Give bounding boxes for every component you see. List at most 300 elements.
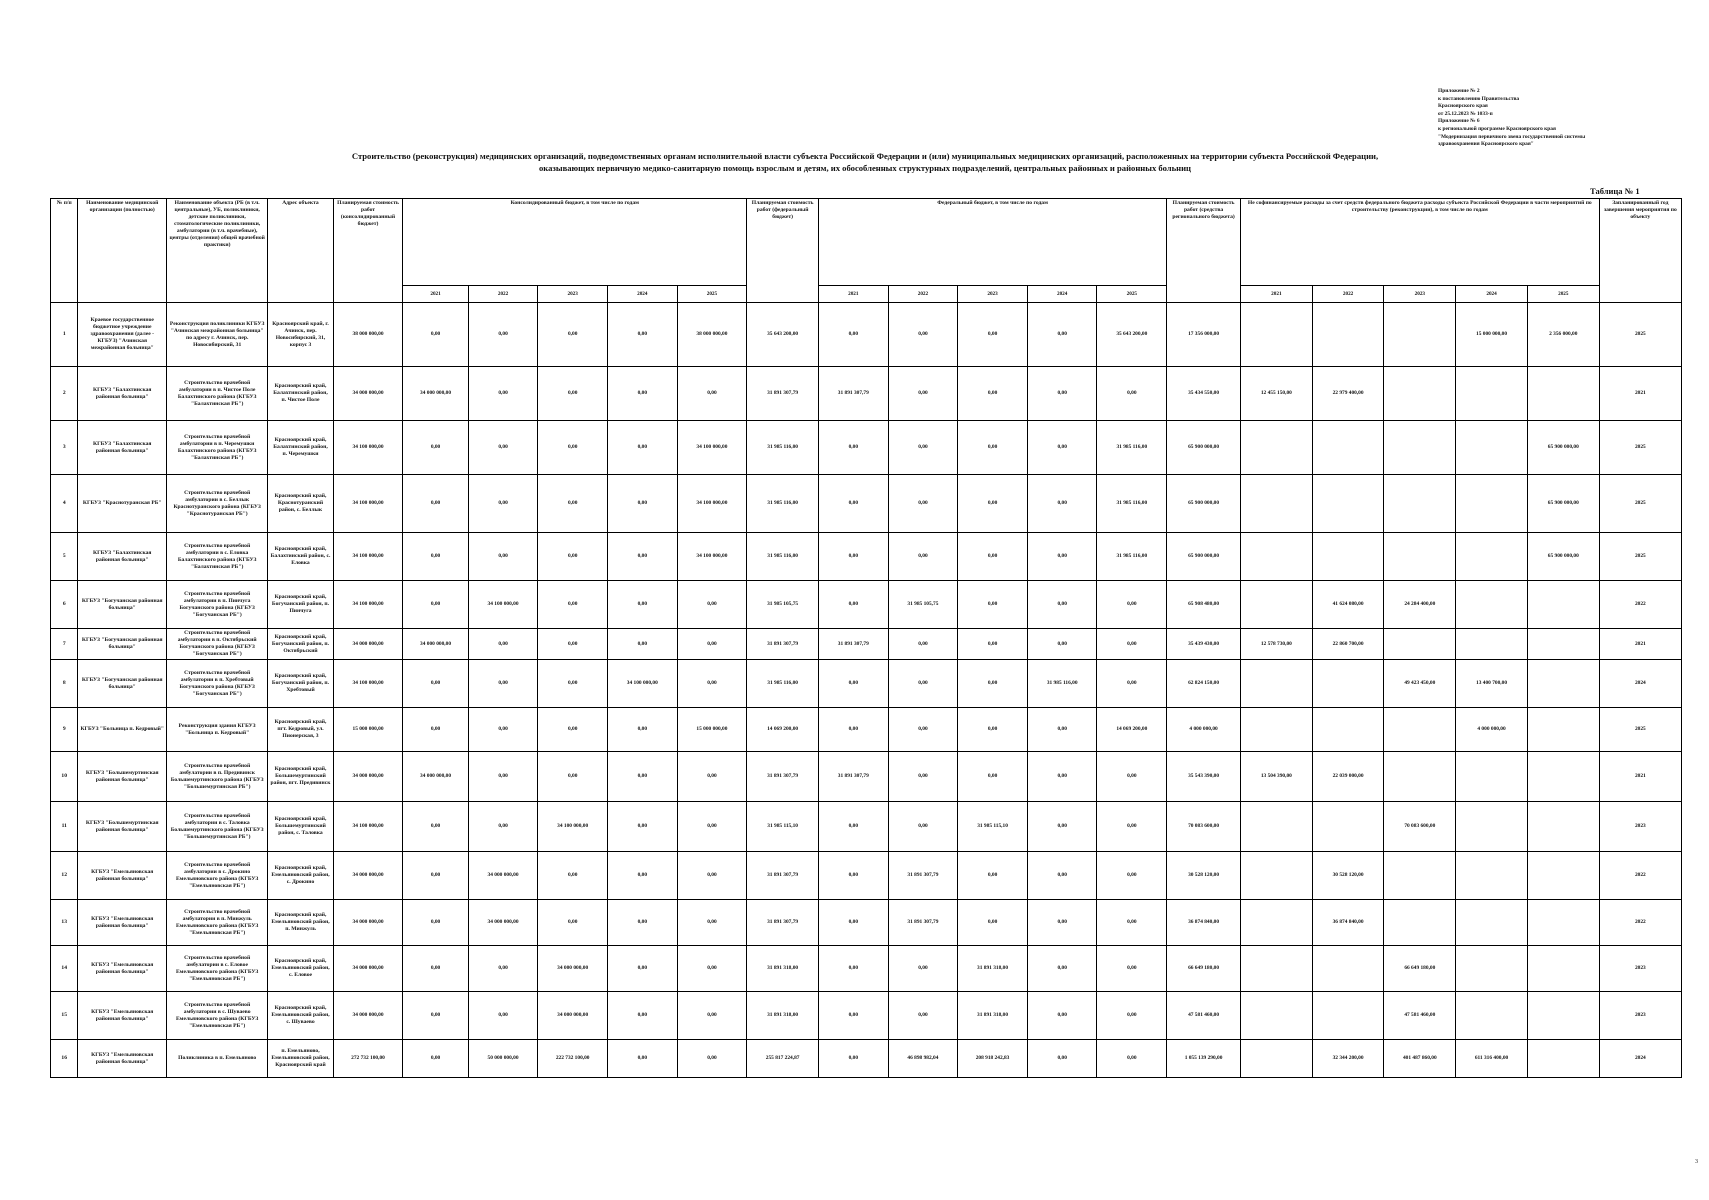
federal-2024: 0,00 (1027, 900, 1097, 946)
completion-year: 2025 (1599, 303, 1681, 367)
consolidated-2024: 34 100 000,00 (607, 660, 677, 708)
org-name: КГБУЗ "Краснотуранская РБ" (78, 475, 167, 533)
cofin-2023 (1384, 303, 1456, 367)
consolidated-2022: 0,00 (468, 303, 538, 367)
federal-2023: 0,00 (958, 533, 1028, 581)
cofin-2021 (1240, 852, 1312, 900)
plan-cost: 34 100 000,00 (333, 533, 403, 581)
cofin-2025 (1527, 708, 1599, 752)
consolidated-2025: 0,00 (677, 367, 747, 421)
cofin-2024 (1456, 992, 1528, 1040)
cofin-2022 (1312, 992, 1384, 1040)
object-address: Красноярский край, Емельяновский район, с. Дрокино (268, 852, 333, 900)
federal-2024: 0,00 (1027, 303, 1097, 367)
federal-2022: 0,00 (888, 421, 958, 475)
consolidated-2022: 0,00 (468, 533, 538, 581)
cofin-2024 (1456, 900, 1528, 946)
consolidated-2022: 34 000 000,00 (468, 900, 538, 946)
appendix-line: от 25.12.2023 № 1033-п (1438, 110, 1493, 117)
federal-2021: 0,00 (818, 533, 888, 581)
federal-2024: 0,00 (1027, 992, 1097, 1040)
federal-2025: 0,00 (1097, 802, 1167, 852)
federal-2022: 31 891 307,79 (888, 900, 958, 946)
federal-2023: 0,00 (958, 367, 1028, 421)
consolidated-2025: 15 000 000,00 (677, 708, 747, 752)
consolidated-2022: 0,00 (468, 629, 538, 660)
federal-2022: 31 891 307,79 (888, 852, 958, 900)
cofin-2022 (1312, 708, 1384, 752)
header-reg-cost: Планируемая стоимость работ (средства регионального бюджета) (1167, 199, 1241, 303)
row-number: 16 (51, 1040, 78, 1078)
cofin-2025 (1527, 900, 1599, 946)
federal-2022: 0,00 (888, 802, 958, 852)
header-num: № п/п (51, 199, 78, 303)
federal-2025: 0,00 (1097, 852, 1167, 900)
consolidated-2025: 34 100 000,00 (677, 533, 747, 581)
federal-2025: 0,00 (1097, 752, 1167, 802)
cofin-2023: 47 581 460,00 (1384, 992, 1456, 1040)
cofin-2023 (1384, 752, 1456, 802)
consolidated-2022: 0,00 (468, 475, 538, 533)
row-number: 12 (51, 852, 78, 900)
table-row (51, 992, 1682, 1040)
regional-cost: 35 434 550,00 (1167, 367, 1241, 421)
cofin-2023: 401 487 860,00 (1384, 1040, 1456, 1078)
object-address: Красноярский край, Емельяновский район, п. Минжуль (268, 900, 333, 946)
cofin-2024 (1456, 367, 1528, 421)
plan-cost: 34 100 000,00 (333, 660, 403, 708)
cofin-2024 (1456, 581, 1528, 629)
cofin-2024 (1456, 802, 1528, 852)
consolidated-2025: 0,00 (677, 900, 747, 946)
object-name: Строительство врачебной амбулатории в п. Минжуль Емельяновского района (КГБУЗ "Емельяновская РБ") (167, 900, 268, 946)
cofin-2021 (1240, 992, 1312, 1040)
consolidated-2024: 0,00 (607, 629, 677, 660)
cofin-2023: 49 423 450,00 (1384, 660, 1456, 708)
federal-2021: 0,00 (818, 660, 888, 708)
completion-year: 2024 (1599, 1040, 1681, 1078)
federal-2021: 0,00 (818, 708, 888, 752)
cofin-2025 (1527, 1040, 1599, 1078)
federal-2022: 46 898 982,04 (888, 1040, 958, 1078)
cofin-2023 (1384, 708, 1456, 752)
appendix-line: к постановлению Правительства (1438, 95, 1520, 102)
federal-2022: 31 985 105,75 (888, 581, 958, 629)
table-row (51, 303, 1682, 367)
consolidated-2025: 0,00 (677, 752, 747, 802)
object-address: п. Емельяново, Емельяновский район, Красноярский край (268, 1040, 333, 1078)
federal-cost: 31 891 318,00 (747, 946, 819, 992)
completion-year: 2023 (1599, 802, 1681, 852)
row-number: 14 (51, 946, 78, 992)
completion-year: 2023 (1599, 946, 1681, 992)
federal-2023: 208 918 242,83 (958, 1040, 1028, 1078)
appendix-line: Красноярского края (1438, 103, 1488, 110)
table-row (51, 629, 1682, 660)
appendix-line: Приложение № 6 (1438, 118, 1480, 125)
completion-year: 2025 (1599, 708, 1681, 752)
header-year: 2022 (888, 286, 958, 303)
consolidated-2021: 0,00 (403, 946, 468, 992)
federal-2022: 0,00 (888, 303, 958, 367)
federal-2022: 0,00 (888, 946, 958, 992)
object-name: Строительство врачебной амбулатории в п. Пинчуга Богучанского района (КГБУЗ "Богучанская РБ") (167, 581, 268, 629)
federal-2025: 0,00 (1097, 581, 1167, 629)
federal-2021: 31 891 307,79 (818, 629, 888, 660)
org-name: КГБУЗ "Богучанская районная больница" (78, 660, 167, 708)
consolidated-2021: 0,00 (403, 475, 468, 533)
cofin-2022 (1312, 421, 1384, 475)
object-address: Красноярский край, Богучанский район, п. Хребтовый (268, 660, 333, 708)
table-row (51, 367, 1682, 421)
federal-2021: 0,00 (818, 852, 888, 900)
object-name: Строительство врачебной амбулатории в п. Предивинск Большемуртинского района (КГБУЗ "Большемуртинская РБ") (167, 752, 268, 802)
federal-2023: 0,00 (958, 581, 1028, 629)
federal-cost: 255 817 224,87 (747, 1040, 819, 1078)
consolidated-2024: 0,00 (607, 367, 677, 421)
federal-2023: 0,00 (958, 752, 1028, 802)
consolidated-2024: 0,00 (607, 581, 677, 629)
cofin-2021 (1240, 900, 1312, 946)
federal-cost: 31 985 116,00 (747, 660, 819, 708)
consolidated-2023: 0,00 (538, 581, 608, 629)
row-number: 15 (51, 992, 78, 1040)
federal-2021: 31 891 307,79 (818, 367, 888, 421)
federal-2022: 0,00 (888, 992, 958, 1040)
completion-year: 2023 (1599, 992, 1681, 1040)
federal-2022: 0,00 (888, 533, 958, 581)
object-name: Строительство врачебной амбулатории в п. Чистое Поле Балахтинского района (КГБУЗ "Балахтинская РБ") (167, 367, 268, 421)
appendix-line: Приложение № 2 (1438, 88, 1480, 94)
table-row (51, 1040, 1682, 1078)
table-row (51, 475, 1682, 533)
object-address: Красноярский край, Большемуртинский район, пгт. Предивинск (268, 752, 333, 802)
consolidated-2021: 0,00 (403, 581, 468, 629)
federal-2024: 31 985 116,00 (1027, 660, 1097, 708)
plan-cost: 34 000 000,00 (333, 629, 403, 660)
object-address: Красноярский край, Балахтинский район, п. Чистое Поле (268, 367, 333, 421)
federal-2023: 0,00 (958, 852, 1028, 900)
cofin-2022: 32 344 200,00 (1312, 1040, 1384, 1078)
object-address: Красноярский край, г. Ачинск, пер. Новосибирский, 31, корпус 3 (268, 303, 333, 367)
cofin-2025 (1527, 660, 1599, 708)
federal-2022: 0,00 (888, 708, 958, 752)
cofin-2023 (1384, 367, 1456, 421)
regional-cost: 65 900 000,00 (1167, 533, 1241, 581)
regional-cost: 65 900 000,00 (1167, 475, 1241, 533)
consolidated-2021: 0,00 (403, 533, 468, 581)
object-name: Реконструкция поликлиники КГБУЗ "Ачинская межрайонная больница" по адресу г. Ачинск, пер. Новосибирский, 31 (167, 303, 268, 367)
cofin-2021 (1240, 581, 1312, 629)
row-number: 1 (51, 303, 78, 367)
org-name: КГБУЗ "Емельяновская районная больница" (78, 992, 167, 1040)
federal-2025: 0,00 (1097, 629, 1167, 660)
consolidated-2021: 0,00 (403, 1040, 468, 1078)
header-object: Наименование объекта (РБ (в т.ч. центральные), УБ, поликлиники, детские поликлиники, стоматологические поликлиники, амбулатории (в т.ч. врачебные), центры (отделения) общей врачебной практики) (167, 199, 268, 303)
header-year: 2025 (1097, 286, 1167, 303)
consolidated-2021: 0,00 (403, 802, 468, 852)
object-address: Красноярский край, Богучанский район, п. Октябрьский (268, 629, 333, 660)
appendix-block (1438, 88, 1678, 149)
federal-2025: 31 985 116,00 (1097, 421, 1167, 475)
cofin-2022: 22 979 400,00 (1312, 367, 1384, 421)
object-address: Красноярский край, Балахтинский район, п. Черемушки (268, 421, 333, 475)
federal-cost: 31 891 307,79 (747, 852, 819, 900)
federal-2021: 0,00 (818, 475, 888, 533)
federal-2024: 0,00 (1027, 708, 1097, 752)
plan-cost: 34 100 000,00 (333, 802, 403, 852)
consolidated-2025: 34 100 000,00 (677, 475, 747, 533)
cofin-2022: 41 624 080,00 (1312, 581, 1384, 629)
title-line-2: оказывающих первичную медико-санитарную помощь взрослым и детям, их обособленных структурных подразделений, центральных районных и районных больниц (539, 163, 1191, 173)
object-name: Поликлиника в п. Емельяново (167, 1040, 268, 1078)
cofin-2025 (1527, 629, 1599, 660)
federal-2021: 31 891 307,79 (818, 752, 888, 802)
table-row (51, 660, 1682, 708)
title-line-1: Строительство (реконструкция) медицинских организаций, подведомственных органам исполнительной власти субъекта Российской Федерации и (или) муниципальных медицинских организаций, расположенных на территории субъекта Российской Федерации, (351, 151, 1379, 161)
completion-year: 2021 (1599, 367, 1681, 421)
consolidated-2025: 0,00 (677, 992, 747, 1040)
object-address: Красноярский край, Емельяновский район, с. Шуваево (268, 992, 333, 1040)
cofin-2021 (1240, 475, 1312, 533)
object-name: Строительство врачебной амбулатории в с. Еловое Емельяновского района (КГБУЗ "Емельяновская РБ") (167, 946, 268, 992)
regional-cost: 1 055 139 290,00 (1167, 1040, 1241, 1078)
federal-cost: 31 891 307,79 (747, 629, 819, 660)
header-address: Адрес объекта (268, 199, 333, 303)
consolidated-2022: 0,00 (468, 802, 538, 852)
completion-year: 2024 (1599, 660, 1681, 708)
cofin-2024: 611 316 400,00 (1456, 1040, 1528, 1078)
org-name: КГБУЗ "Большемуртинская районная больница" (78, 802, 167, 852)
cofin-2021 (1240, 660, 1312, 708)
federal-2024: 0,00 (1027, 752, 1097, 802)
org-name: Краевое государственное бюджетное учреждение здравоохранения (далее - КГБУЗ) "Ачинская межрайонная больница" (78, 303, 167, 367)
cofin-2022 (1312, 946, 1384, 992)
completion-year: 2025 (1599, 475, 1681, 533)
federal-2022: 0,00 (888, 629, 958, 660)
federal-2024: 0,00 (1027, 367, 1097, 421)
cofin-2021: 12 455 150,00 (1240, 367, 1312, 421)
federal-2023: 0,00 (958, 303, 1028, 367)
federal-2021: 0,00 (818, 421, 888, 475)
cofin-2023 (1384, 629, 1456, 660)
regional-cost: 17 356 000,00 (1167, 303, 1241, 367)
cofin-2024 (1456, 852, 1528, 900)
federal-2023: 31 985 115,10 (958, 802, 1028, 852)
consolidated-2023: 34 000 000,00 (538, 992, 608, 1040)
plan-cost: 38 000 000,00 (333, 303, 403, 367)
federal-2025: 14 069 200,00 (1097, 708, 1167, 752)
cofin-2024: 13 400 700,00 (1456, 660, 1528, 708)
plan-cost: 34 100 000,00 (333, 581, 403, 629)
row-number: 10 (51, 752, 78, 802)
consolidated-2025: 0,00 (677, 802, 747, 852)
header-cofin: Не софинансируемые расходы за счет средств федерального бюджета расходы субъекта Российской Федерации в части мероприятий по строительству (реконструкции), в том числе по годам (1240, 199, 1599, 286)
page-mark: 3 (1695, 1159, 1698, 1165)
consolidated-2024: 0,00 (607, 303, 677, 367)
consolidated-2025: 0,00 (677, 946, 747, 992)
table-row (51, 533, 1682, 581)
object-name: Строительство врачебной амбулатории в п. Октябрьский Богучанского района (КГБУЗ "Богучанская РБ") (167, 629, 268, 660)
row-number: 4 (51, 475, 78, 533)
federal-2023: 0,00 (958, 629, 1028, 660)
consolidated-2022: 50 000 000,00 (468, 1040, 538, 1078)
cofin-2022 (1312, 533, 1384, 581)
header-year: 2021 (818, 286, 888, 303)
consolidated-2023: 0,00 (538, 752, 608, 802)
federal-2021: 0,00 (818, 1040, 888, 1078)
federal-2021: 0,00 (818, 946, 888, 992)
consolidated-2024: 0,00 (607, 802, 677, 852)
federal-2022: 0,00 (888, 367, 958, 421)
cofin-2024 (1456, 629, 1528, 660)
cofin-2025 (1527, 852, 1599, 900)
federal-cost: 31 891 307,79 (747, 752, 819, 802)
consolidated-2025: 0,00 (677, 629, 747, 660)
cofin-2025: 2 356 000,00 (1527, 303, 1599, 367)
plan-cost: 34 000 000,00 (333, 946, 403, 992)
consolidated-2021: 0,00 (403, 992, 468, 1040)
consolidated-2023: 0,00 (538, 367, 608, 421)
federal-2025: 0,00 (1097, 946, 1167, 992)
federal-2025: 35 643 200,00 (1097, 303, 1167, 367)
consolidated-2021: 0,00 (403, 900, 468, 946)
federal-2022: 0,00 (888, 660, 958, 708)
regional-cost: 65 900 000,00 (1167, 421, 1241, 475)
header-year: 2021 (403, 286, 468, 303)
appendix-line: к региональной программе Красноярского края (1438, 125, 1556, 132)
cofin-2024: 15 000 000,00 (1456, 303, 1528, 367)
consolidated-2021: 0,00 (403, 303, 468, 367)
table-body (51, 303, 1682, 1078)
construction-table (50, 198, 1682, 1078)
cofin-2023: 24 284 400,00 (1384, 581, 1456, 629)
org-name: КГБУЗ "Балахтинская районная больница" (78, 367, 167, 421)
object-name: Строительство врачебной амбулатории в с. Беллык Краснотуранского района (КГБУЗ "Краснотуранская РБ") (167, 475, 268, 533)
plan-cost: 272 732 100,00 (333, 1040, 403, 1078)
federal-cost: 14 069 200,00 (747, 708, 819, 752)
consolidated-2024: 0,00 (607, 852, 677, 900)
consolidated-2023: 34 000 000,00 (538, 946, 608, 992)
cofin-2025: 65 900 000,00 (1527, 421, 1599, 475)
header-org: Наименование медицинской организации (полностью) (78, 199, 167, 303)
consolidated-2021: 0,00 (403, 708, 468, 752)
object-name: Строительство врачебной амбулатории в с. Еловка Балахтинского района (КГБУЗ "Балахтинская РБ") (167, 533, 268, 581)
row-number: 2 (51, 367, 78, 421)
completion-year: 2021 (1599, 629, 1681, 660)
header-federal: Федеральный бюджет, в том числе по годам (818, 199, 1166, 286)
object-name: Строительство врачебной амбулатории в с. Шуваево Емельяновского района (КГБУЗ "Емельяновская РБ") (167, 992, 268, 1040)
federal-2024: 0,00 (1027, 852, 1097, 900)
consolidated-2022: 0,00 (468, 992, 538, 1040)
consolidated-2021: 34 000 000,00 (403, 752, 468, 802)
consolidated-2025: 0,00 (677, 852, 747, 900)
federal-2023: 0,00 (958, 421, 1028, 475)
consolidated-2025: 0,00 (677, 660, 747, 708)
header-year: 2022 (468, 286, 538, 303)
table-row (51, 900, 1682, 946)
consolidated-2022: 0,00 (468, 660, 538, 708)
cofin-2021: 13 504 390,00 (1240, 752, 1312, 802)
cofin-2025 (1527, 581, 1599, 629)
consolidated-2022: 0,00 (468, 421, 538, 475)
cofin-2023 (1384, 852, 1456, 900)
table-row (51, 421, 1682, 475)
object-name: Реконструкция здания КГБУЗ "Больница п. Кедровый" (167, 708, 268, 752)
federal-2024: 0,00 (1027, 421, 1097, 475)
header-year: 2023 (1384, 286, 1456, 303)
cofin-2022 (1312, 802, 1384, 852)
object-name: Строительство врачебной амбулатории в с. Дрокино Емельяновского района (КГБУЗ "Емельяновская РБ") (167, 852, 268, 900)
plan-cost: 34 000 000,00 (333, 367, 403, 421)
regional-cost: 35 439 430,00 (1167, 629, 1241, 660)
table-row (51, 708, 1682, 752)
consolidated-2024: 0,00 (607, 752, 677, 802)
object-address: Красноярский край, Большемуртинский район, с. Таловка (268, 802, 333, 852)
cofin-2023 (1384, 900, 1456, 946)
federal-2021: 0,00 (818, 802, 888, 852)
federal-cost: 31 985 116,00 (747, 421, 819, 475)
header-year: 2025 (677, 286, 747, 303)
row-number: 7 (51, 629, 78, 660)
header-fed-cost: Планируемая стоимость работ (федеральный бюджет) (747, 199, 819, 303)
regional-cost: 35 543 390,00 (1167, 752, 1241, 802)
federal-2024: 0,00 (1027, 581, 1097, 629)
table-row (51, 581, 1682, 629)
completion-year: 2025 (1599, 421, 1681, 475)
federal-2025: 0,00 (1097, 1040, 1167, 1078)
federal-2025: 0,00 (1097, 900, 1167, 946)
regional-cost: 62 824 150,00 (1167, 660, 1241, 708)
federal-cost: 31 985 105,75 (747, 581, 819, 629)
cofin-2025 (1527, 752, 1599, 802)
consolidated-2024: 0,00 (607, 475, 677, 533)
document-title (150, 150, 1580, 174)
org-name: КГБУЗ "Богучанская районная больница" (78, 581, 167, 629)
cofin-2024 (1456, 946, 1528, 992)
row-number: 9 (51, 708, 78, 752)
completion-year: 2025 (1599, 533, 1681, 581)
plan-cost: 34 100 000,00 (333, 475, 403, 533)
consolidated-2023: 34 100 000,00 (538, 802, 608, 852)
cofin-2023: 66 649 180,00 (1384, 946, 1456, 992)
federal-2024: 0,00 (1027, 475, 1097, 533)
consolidated-2022: 0,00 (468, 946, 538, 992)
header-year: 2024 (1456, 286, 1528, 303)
object-name: Строительство врачебной амбулатории в п. Черемушки Балахтинского района (КГБУЗ "Балахтинская РБ") (167, 421, 268, 475)
federal-2024: 0,00 (1027, 1040, 1097, 1078)
org-name: КГБУЗ "Больница п. Кедровый" (78, 708, 167, 752)
cofin-2022: 22 860 700,00 (1312, 629, 1384, 660)
header-year: 2023 (958, 286, 1028, 303)
federal-2021: 0,00 (818, 992, 888, 1040)
consolidated-2021: 0,00 (403, 660, 468, 708)
cofin-2021: 12 578 730,00 (1240, 629, 1312, 660)
regional-cost: 36 874 840,00 (1167, 900, 1241, 946)
consolidated-2025: 0,00 (677, 1040, 747, 1078)
completion-year: 2022 (1599, 900, 1681, 946)
completion-year: 2021 (1599, 752, 1681, 802)
org-name: КГБУЗ "Балахтинская районная больница" (78, 533, 167, 581)
federal-2024: 0,00 (1027, 533, 1097, 581)
org-name: КГБУЗ "Балахтинская районная больница" (78, 421, 167, 475)
header-year: 2024 (607, 286, 677, 303)
cofin-2021 (1240, 303, 1312, 367)
plan-cost: 34 100 000,00 (333, 421, 403, 475)
plan-cost: 34 000 000,00 (333, 992, 403, 1040)
plan-cost: 15 000 000,00 (333, 708, 403, 752)
federal-2025: 0,00 (1097, 660, 1167, 708)
